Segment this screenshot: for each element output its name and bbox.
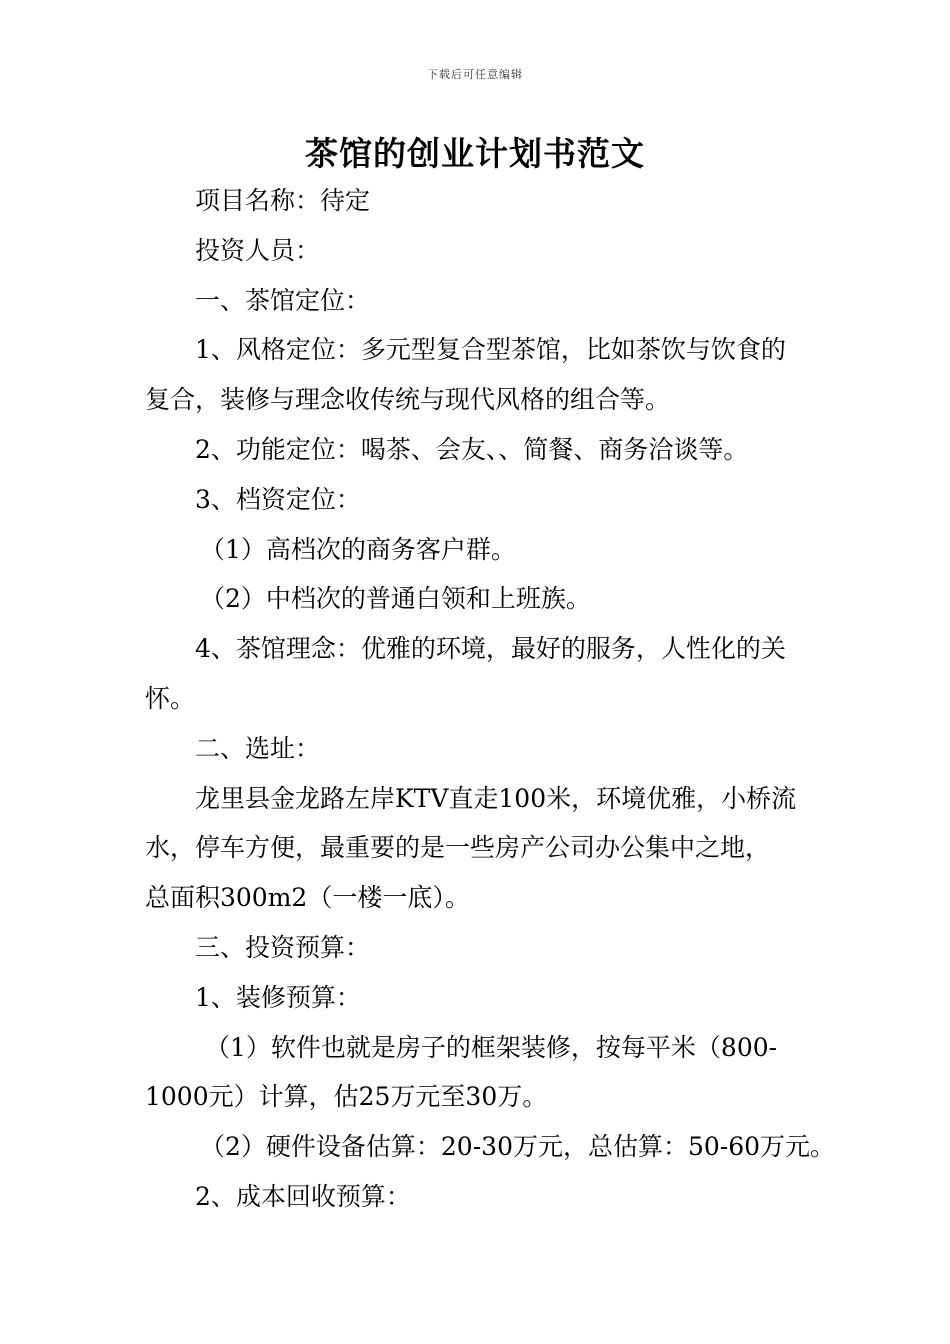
section-heading: 三、投资预算： <box>195 932 371 962</box>
paragraph-line: 1000元）计算，估25万元至30万。 <box>145 1082 548 1112</box>
paragraph-line: 2、功能定位：喝茶、会友、、简餐、商务洽谈等。 <box>195 434 749 464</box>
section-heading: 一、茶馆定位： <box>195 285 371 315</box>
paragraph-line: 1、风格定位：多元型复合型茶馆，比如茶饮与饮食的 <box>195 335 786 365</box>
document-body <box>145 176 836 1222</box>
paragraph-line: 2、成本回收预算： <box>195 1181 411 1211</box>
paragraph-line: （2）硬件设备估算：20-30万元，总估算：50-60万元。 <box>200 1132 836 1162</box>
paragraph-line: （1）高档次的商务客户群。 <box>200 534 516 564</box>
paragraph-line: （2）中档次的普通白领和上班族。 <box>200 584 591 614</box>
paragraph-line: 3、档资定位： <box>195 484 361 514</box>
paragraph-line: 4、茶馆理念：优雅的环境，最好的服务，人性化的关 <box>195 634 786 664</box>
paragraph-line: 怀。 <box>145 683 196 713</box>
paragraph-line: 龙里县金龙路左岸KTV直走100米，环境优雅，小桥流 <box>195 783 797 813</box>
header-note: 下载后可任意编辑 <box>427 68 523 81</box>
paragraph-line: （1）软件也就是房子的框架装修，按每平米（800- <box>205 1032 778 1062</box>
paragraph-line: 复合，装修与理念收传统与现代风格的组合等。 <box>145 385 671 415</box>
document-title: 茶馆的创业计划书范文 <box>305 134 645 173</box>
paragraph-line: 总面积300m2（一楼一底）。 <box>145 883 470 913</box>
section-heading: 二、选址： <box>195 733 321 763</box>
paragraph-line: 1、装修预算： <box>195 982 361 1012</box>
paragraph-line: 水，停车方便，最重要的是一些房产公司办公集中之地， <box>145 833 771 863</box>
paragraph-line: 投资人员： <box>195 235 321 265</box>
paragraph-line: 项目名称：待定 <box>195 186 371 215</box>
